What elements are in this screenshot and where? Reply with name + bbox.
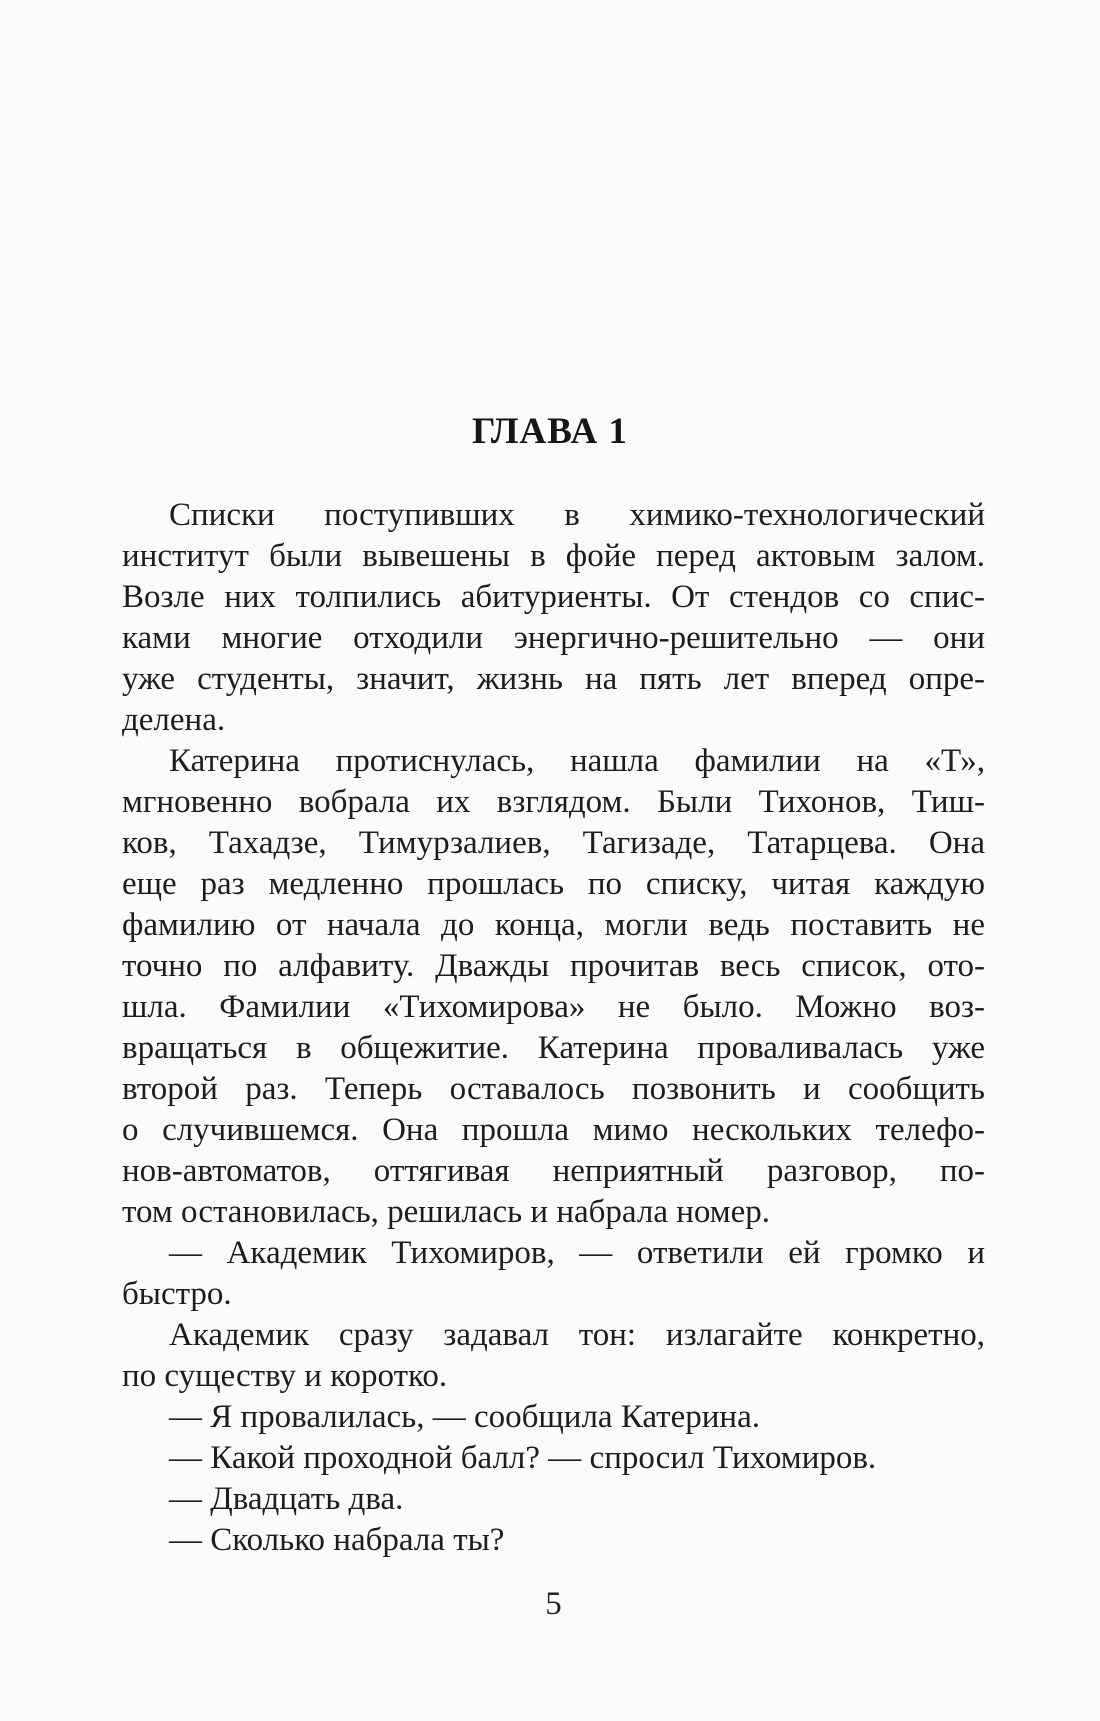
paragraph xyxy=(122,741,985,1233)
paragraph xyxy=(122,495,985,741)
chapter-heading: ГЛАВА 1 xyxy=(471,411,629,452)
text-line: делена. xyxy=(122,702,226,738)
text-line: Возле них толпились абитуриенты. От стендов со спис- xyxy=(122,579,985,615)
text-line: нов-автоматов, оттягивая неприятный разговор, по- xyxy=(122,1153,985,1189)
text-line: по существу и коротко. xyxy=(122,1358,448,1394)
text-line: институт были вывешены в фойе перед актовым залом. xyxy=(122,538,985,574)
text-line: второй раз. Теперь оставалось позвонить и сообщить xyxy=(122,1071,985,1107)
text-line: том остановилась, решилась и набрала номер. xyxy=(122,1194,771,1230)
paragraph xyxy=(122,1438,985,1479)
text-line: вращаться в общежитие. Катерина проваливалась уже xyxy=(122,1030,985,1066)
text-line: о случившемся. Она прошла мимо нескольких телефо- xyxy=(122,1112,985,1148)
text-line: — Я провалилась, — сообщила Катерина. xyxy=(169,1399,760,1435)
text-line: Списки поступивших в химико-технологический xyxy=(169,497,985,533)
text-line: — Академик Тихомиров, — ответили ей громко и xyxy=(169,1235,985,1271)
text-line: — Какой проходной балл? — спросил Тихомиров. xyxy=(169,1440,877,1476)
paragraph xyxy=(122,1479,985,1520)
text-line: Академик сразу задавал тон: излагайте конкретно, xyxy=(169,1317,985,1353)
text-line: фамилию от начала до конца, могли ведь поставить не xyxy=(122,907,985,943)
paragraph xyxy=(122,1520,985,1561)
text-line: — Сколько набрала ты? xyxy=(169,1522,505,1558)
text-line: ками многие отходили энергично-решительно — они xyxy=(122,620,985,656)
paragraph xyxy=(122,1233,985,1315)
text-line: — Двадцать два. xyxy=(169,1481,404,1517)
text-line: мгновенно вобрала их взглядом. Были Тихонов, Тиш- xyxy=(122,784,985,820)
text-line: еще раз медленно прошлась по списку, читая каждую xyxy=(122,866,985,902)
text-line: уже студенты, значит, жизнь на пять лет вперед опре- xyxy=(122,661,985,697)
text-line: шла. Фамилии «Тихомирова» не было. Можно воз- xyxy=(122,989,985,1025)
paragraph xyxy=(122,1397,985,1438)
page-body xyxy=(0,495,1100,1561)
text-line: Катерина протиснулась, нашла фамилии на «Т», xyxy=(169,743,985,779)
text-line: точно по алфавиту. Дважды прочитав весь список, ото- xyxy=(122,948,985,984)
text-line: быстро. xyxy=(122,1276,232,1312)
paragraph xyxy=(122,1315,985,1397)
page-number: 5 xyxy=(545,1586,562,1622)
text-line: ков, Тахадзе, Тимурзалиев, Тагизаде, Татарцева. Она xyxy=(122,825,985,861)
